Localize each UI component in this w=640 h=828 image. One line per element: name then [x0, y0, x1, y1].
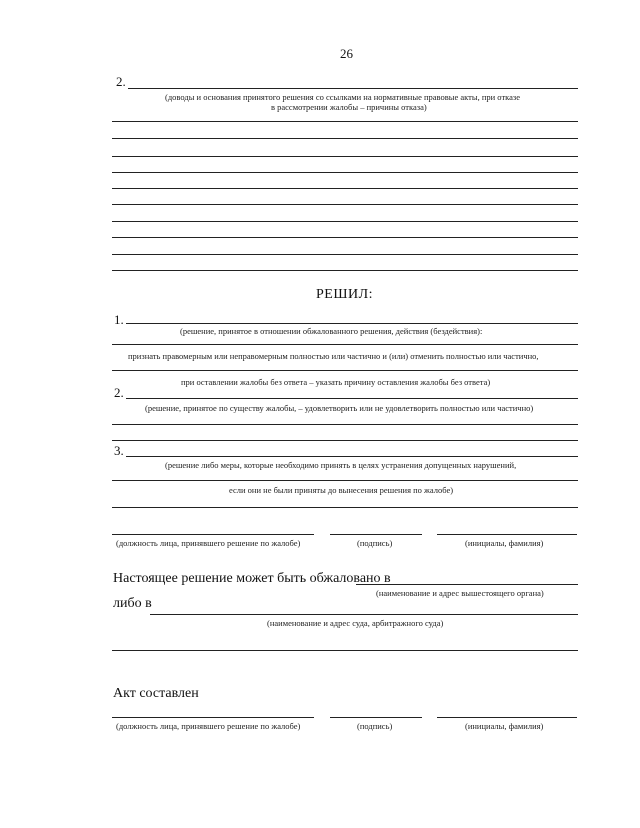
appeal-or-text: либо в [113, 596, 152, 611]
item-2-fill-line [126, 398, 578, 399]
blank-line [112, 270, 578, 271]
signature2-name-caption: (инициалы, фамилия) [465, 721, 544, 731]
item-3-fill-line [126, 456, 578, 457]
signature1-name-line [437, 534, 577, 535]
signature2-position-line [112, 717, 314, 718]
item-3-line-3 [112, 507, 578, 508]
decision-heading: РЕШИЛ: [316, 287, 373, 302]
section-2-caption-line2: в рассмотрении жалобы – причины отказа) [271, 102, 427, 112]
item-3-caption-a: (решение либо меры, которые необходимо принять в целях устранения допущенных нарушений, [165, 460, 517, 470]
item-2-caption: (решение, принятое по существу жалобы, – удовлетворить или не удовлетворить полностью или частично) [145, 403, 534, 413]
blank-line [112, 138, 578, 139]
appeal-extra-line [112, 650, 578, 651]
signature1-signature-caption: (подпись) [357, 538, 393, 548]
act-text: Акт составлен [113, 686, 199, 701]
blank-line [112, 188, 578, 189]
signature2-name-line [437, 717, 577, 718]
blank-line [112, 121, 578, 122]
appeal-court-line [150, 614, 578, 615]
item-2-line-2 [112, 424, 578, 425]
blank-line [112, 156, 578, 157]
appeal-court-caption: (наименование и адрес суда, арбитражного суда) [267, 618, 444, 628]
blank-line [112, 221, 578, 222]
item-1-line-2 [112, 344, 578, 345]
blank-line [112, 204, 578, 205]
section-2-fill-line [128, 88, 578, 89]
appeal-org-line [356, 584, 578, 585]
page-number: 26 [340, 46, 353, 61]
item-1-caption-a: (решение, принятое в отношении обжалованного решения, действия (бездействия): [180, 326, 483, 336]
item-1-caption-b: признать правомерным или неправомерным полностью или частично и (или) отменить полностью или частично, [128, 351, 539, 361]
signature2-signature-caption: (подпись) [357, 721, 393, 731]
item-3-caption-b: если они не были приняты до вынесения решения по жалобе) [229, 485, 454, 495]
blank-line [112, 237, 578, 238]
section-2-number: 2. [116, 74, 126, 89]
item-3-line-2 [112, 480, 578, 481]
blank-line [112, 172, 578, 173]
signature2-position-caption: (должность лица, принявшего решение по жалобе) [116, 721, 301, 731]
item-1-fill-line [126, 323, 578, 324]
signature2-signature-line [330, 717, 422, 718]
signature1-position-caption: (должность лица, принявшего решение по жалобе) [116, 538, 301, 548]
signature1-name-caption: (инициалы, фамилия) [465, 538, 544, 548]
appeal-org-caption: (наименование и адрес вышестоящего органа) [376, 588, 544, 598]
blank-line [112, 254, 578, 255]
item-3-number: 3. [114, 443, 124, 458]
section-2-caption-line1: (доводы и основания принятого решения со ссылками на нормативные правовые акты, при отказе [165, 92, 521, 102]
item-1-line-3 [112, 370, 578, 371]
item-1-number: 1. [114, 312, 124, 327]
item-2-line-3 [112, 440, 578, 441]
item-1-caption-c: при оставлении жалобы без ответа – указать причину оставления жалобы без ответа) [181, 377, 491, 387]
appeal-text: Настоящее решение может быть обжаловано в [113, 571, 391, 586]
signature1-position-line [112, 534, 314, 535]
item-2-number: 2. [114, 385, 124, 400]
signature1-signature-line [330, 534, 422, 535]
